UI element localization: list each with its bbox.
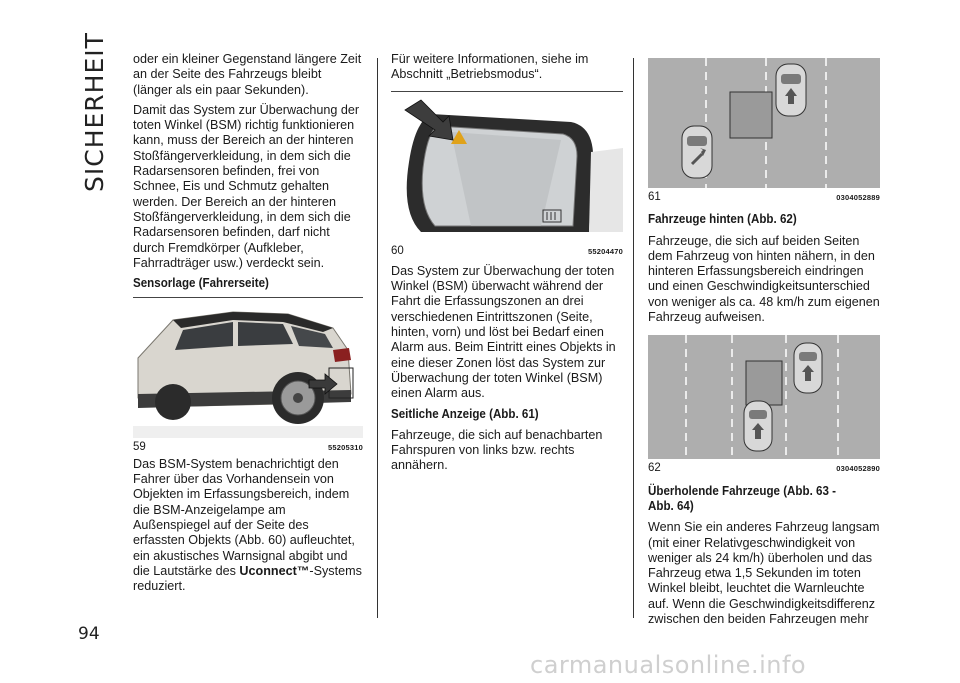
column-3: [648, 52, 880, 632]
page-number: 94: [78, 624, 100, 644]
figure-caption: [391, 244, 623, 259]
figure-number: 60: [391, 244, 404, 257]
car-icon: [744, 401, 772, 451]
figure-60-mirror: [391, 92, 623, 242]
section-heading: Seitliche Anzeige (Abb. 61): [391, 406, 539, 421]
figure-number: 62: [648, 462, 661, 475]
brand-name: Uconnect™: [239, 563, 310, 578]
section-heading: Überholende Fahrzeuge (Abb. 63 - Abb. 64): [648, 483, 836, 513]
paragraph: Für weitere Informationen, siehe im Abschnitt „Betriebsmodus“.: [391, 52, 589, 82]
paragraph: oder ein kleiner Gegenstand längere Zeit an der Seite des Fahrzeugs bleibt (länger als ein paar Sekunden).: [133, 52, 362, 97]
figure-code: 0304052889: [836, 193, 880, 202]
paragraph: Fahrzeuge, die sich auf beiden Seiten dem Fahrzeug von hinten nähern, in den hinteren Erfassungsbereich eindringen und einen Geschwindigkeitsunterschied von weniger als ca. 48 km/h zum eigenen Fahrzeug aufweisen.: [648, 233, 880, 325]
road-diagram-side: [648, 58, 880, 188]
figure-62-rear-detection: [648, 335, 880, 459]
watermark: carmanualsonline.info: [530, 651, 807, 679]
figure-number: 61: [648, 191, 661, 203]
car-icon: [776, 64, 806, 116]
figure-61-side-detection: [648, 58, 880, 188]
section-title: SICHERHEIT: [80, 32, 109, 192]
paragraph: Das System zur Überwachung der toten Winkel (BSM) überwacht während der Fahrt die Erfassungszonen an drei verschiedenen Eintrittszonen (Seite, hinten, vorn) und löst bei Bedarf einen Alarm aus. Beim Eintritt eines Objekts in eine dieser Zonen löst das System zur Überwachung der toten Winkel (BSM) einen Alarm aus.: [391, 263, 616, 401]
car-rear-illustration: [133, 298, 363, 438]
figure-code: 55204470: [588, 246, 623, 256]
car-icon: [794, 343, 822, 393]
column-2: [391, 52, 623, 479]
paragraph: Das BSM-System benachrichtigt den Fahrer über das Vorhandensein von Objekten im Erfassungsbereich, indem die BSM-Anzeigelampe am Außenspiegel auf der Seite des erfassten Objekts (Abb. 60) aufleuchtet, ein akustisches Warnsignal abgibt und die Lautstärke des Uconnect™-Systems reduziert.: [133, 456, 362, 594]
section-heading: Fahrzeuge hinten (Abb. 62): [648, 212, 797, 227]
figure-caption: [648, 461, 880, 476]
figure-code: 0304052890: [836, 464, 880, 474]
side-mirror-illustration: [391, 92, 623, 242]
section-heading: Sensorlage (Fahrerseite): [133, 276, 269, 291]
car-icon: [682, 126, 712, 178]
column-divider: [633, 58, 634, 618]
paragraph: Fahrzeuge, die sich auf benachbarten Fahrspuren von links bzw. rechts annähern.: [391, 427, 603, 473]
figure-caption: [133, 440, 363, 455]
road-diagram-rear: [648, 335, 880, 459]
paragraph: Wenn Sie ein anderes Fahrzeug langsam (mit einer Relativgeschwindigkeit von weniger als 24 km/h) überholen und das Fahrzeug etwa 1,5 Sekunden im toten Winkel bleibt, leuchtet die Warnleuchte auf. Wenn die Geschwindigkeitsdifferenz zwischen den beiden Fahrzeugen mehr: [648, 520, 880, 627]
column-1: [133, 52, 363, 599]
paragraph: Damit das System zur Überwachung der toten Winkel (BSM) richtig funktionieren kann, muss der Bereich an der hinteren Stoßfängerverkleidung, in dem sich die Radarsensoren befinden, frei von Schnee, Eis und Schmutz gehalten werden. Der Bereich an der hinteren Stoßfängerverkleidung, in dem sich die Radarsensoren befinden, darf nicht durch Fremdkörper (Aufkleber, Fahrradträger usw.) verdeckt sein.: [133, 102, 360, 270]
figure-caption: [648, 190, 880, 205]
figure-number: 59: [133, 441, 146, 454]
column-divider: [377, 58, 378, 618]
figure-code: 55205310: [328, 443, 363, 453]
figure-59-car-rear: [133, 298, 363, 438]
